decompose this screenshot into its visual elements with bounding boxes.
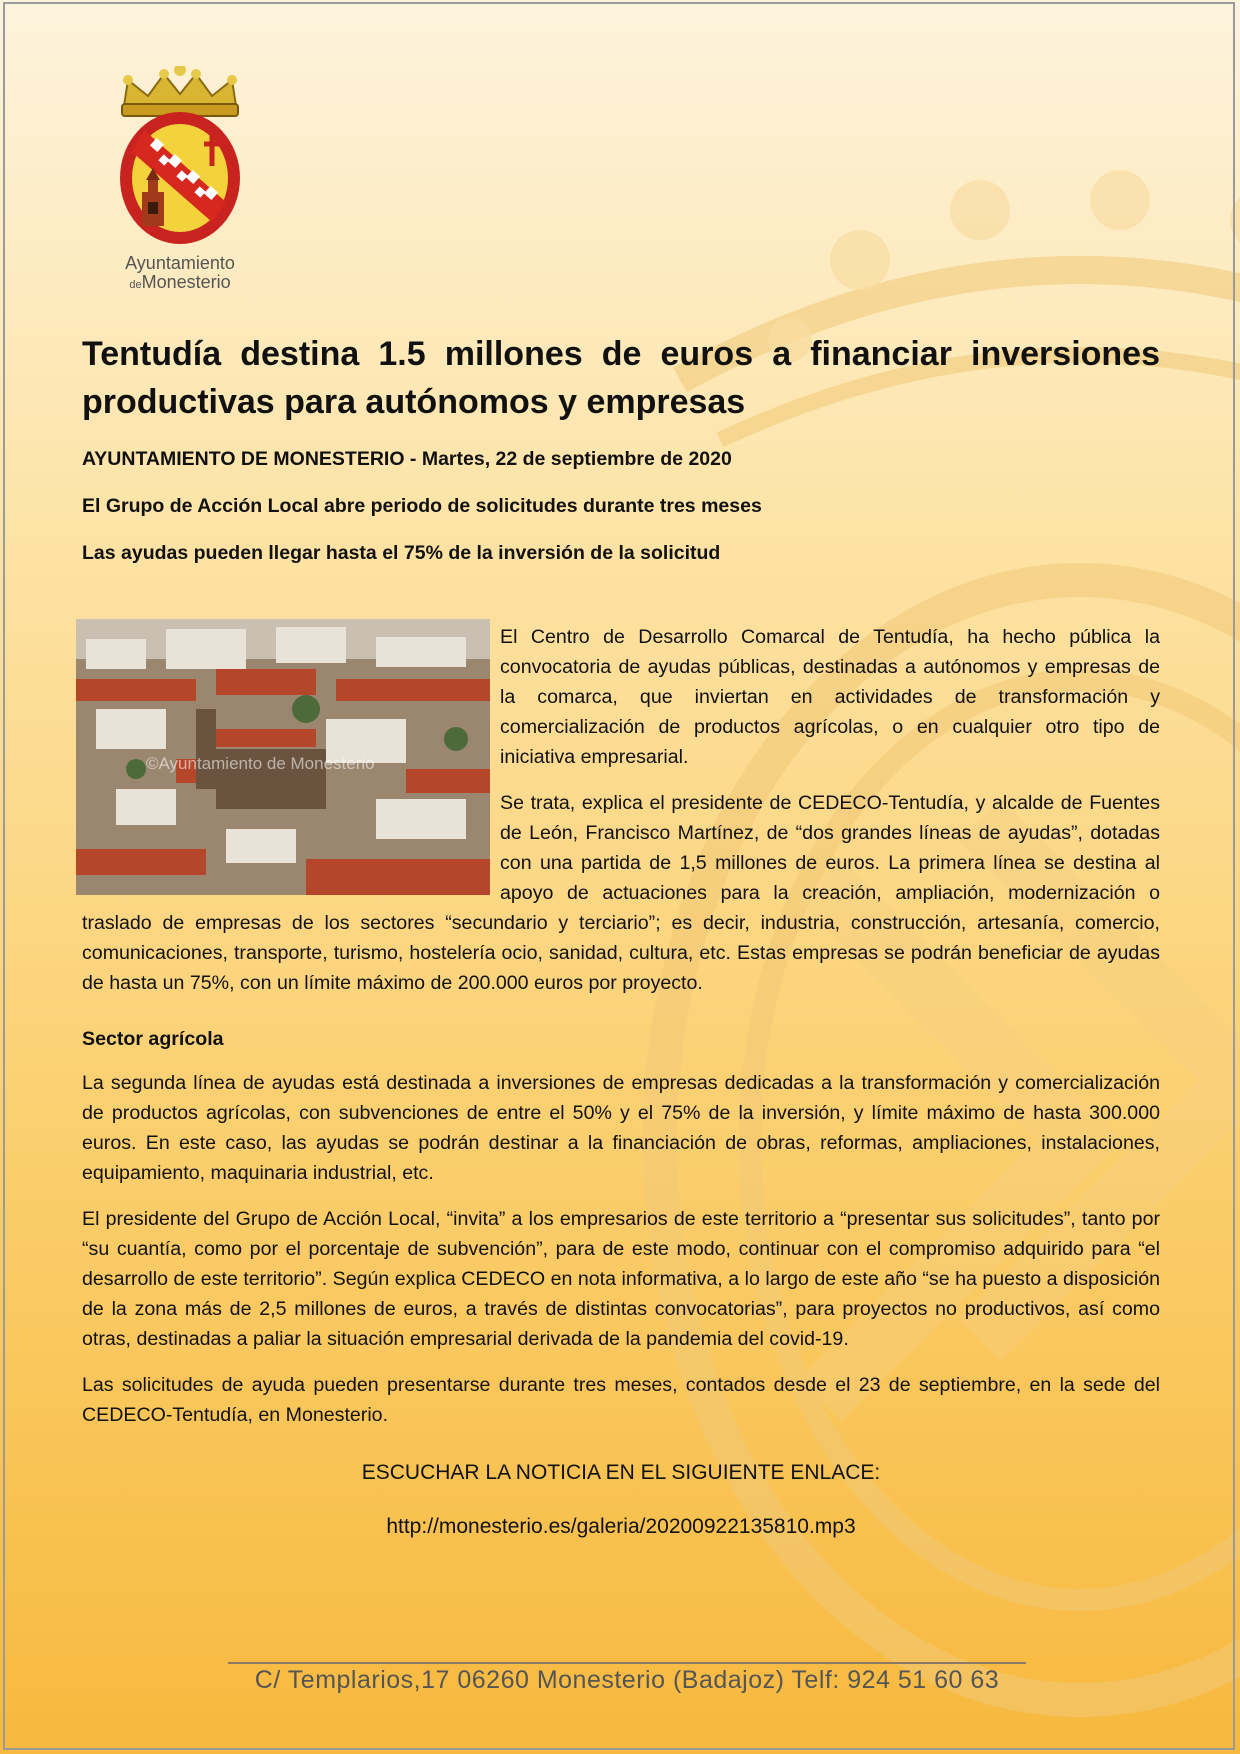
footer-divider [228,1662,1026,1664]
paragraph-1: El Centro de Desarrollo Comarcal de Tentudía, ha hecho pública la convocatoria de ayudas públicas, destinadas a autónomos y empresas de la comarca, que inviertan en actividades de transformación y comercialización de productos agrícolas, o en cualquier otro tipo de iniciativa empresarial. [500,626,1160,768]
paragraph-5: Las solicitudes de ayuda pueden presentarse durante tres meses, contados desde el 23 de septiembre, en la sede del CEDECO-Tentudía, en Monesterio. [82,1374,1160,1426]
listen-section [82,1458,1160,1542]
article-subtitle-1: El Grupo de Acción Local abre periodo de solicitudes durante tres meses [82,495,762,517]
logo-text-prefix: de [129,278,142,291]
footer-address: C/ Templarios,17 06260 Monesterio (Badajoz) Telf: 924 51 60 63 [254,1666,1000,1694]
photo-credit: ©Ayuntamiento de Monesterio [146,754,375,773]
listen-label: ESCUCHAR LA NOTICIA EN EL SIGUIENTE ENLACE: [361,1461,881,1484]
article-byline: AYUNTAMIENTO DE MONESTERIO - Martes, 22 de septiembre de 2020 [82,448,732,470]
paragraph-4: El presidente del Grupo de Acción Local, “invita” a los empresarios de este territorio a “presentar sus solicitudes”, tanto por “su cuantía, como por el porcentaje de subvención”, para de este modo, continuar con el compromiso adquirido para “el desarrollo de este territorio”. Según explica CEDECO en nota informativa, a lo largo de este año “se ha puesto a disposición de la zona más de 2,5 millones de euros, a través de distintas convocatorias”, para proyectos no productivos, así como otras, destinadas a paliar la situación empresarial derivada de la pandemia del covid-19. [82,1208,1160,1350]
logo-text-line2 [108,273,252,292]
logo-text-line1: Ayuntamiento [125,253,235,273]
article [82,330,1160,1542]
town-photo [76,619,490,895]
article-body [82,622,1160,1430]
section-heading: Sector agrícola [82,1028,224,1050]
logo-text-town: Monesterio [141,271,231,292]
article-subtitle-2: Las ayudas pueden llegar hasta el 75% de la inversión de la solicitud [82,542,721,564]
paragraph-2: Se trata, explica el presidente de CEDECO-Tentudía, y alcalde de Fuentes de León, Francisco Martínez, de “dos grandes líneas de ayudas”, dotadas con una partida de 1,5 millones de euros. La primera línea se destina al apoyo de actuaciones para la creación, ampliación, modernización o traslado de empresas de los sectores “secundario y terciario”; es decir, industria, construcción, artesanía, comercio, comunicaciones, transporte, turismo, hostelería ocio, sanidad, cultura, etc. Estas empresas se podrán beneficiar de ayudas de hasta un 75%, con un límite máximo de 200.000 euros por proyecto. [82,792,1160,994]
audio-link[interactable]: http://monesterio.es/galeria/20200922135810.mp3 [386,1515,856,1538]
coat-of-arms-icon [108,66,252,252]
article-title: Tentudía destina 1.5 millones de euros a financiar inversiones productivas para autónomos y empresas [82,335,1160,421]
ayuntamiento-logo [108,66,252,306]
paragraph-3: La segunda línea de ayudas está destinada a inversiones de empresas dedicadas a la transformación y comercialización de productos agrícolas, con subvenciones de entre el 50% y el 75% de la inversión, y límite máximo de hasta 300.000 euros. En este caso, las ayudas se podrán destinar a la financiación de obras, reformas, ampliaciones, instalaciones, equipamiento, maquinaria industrial, etc. [82,1072,1160,1184]
